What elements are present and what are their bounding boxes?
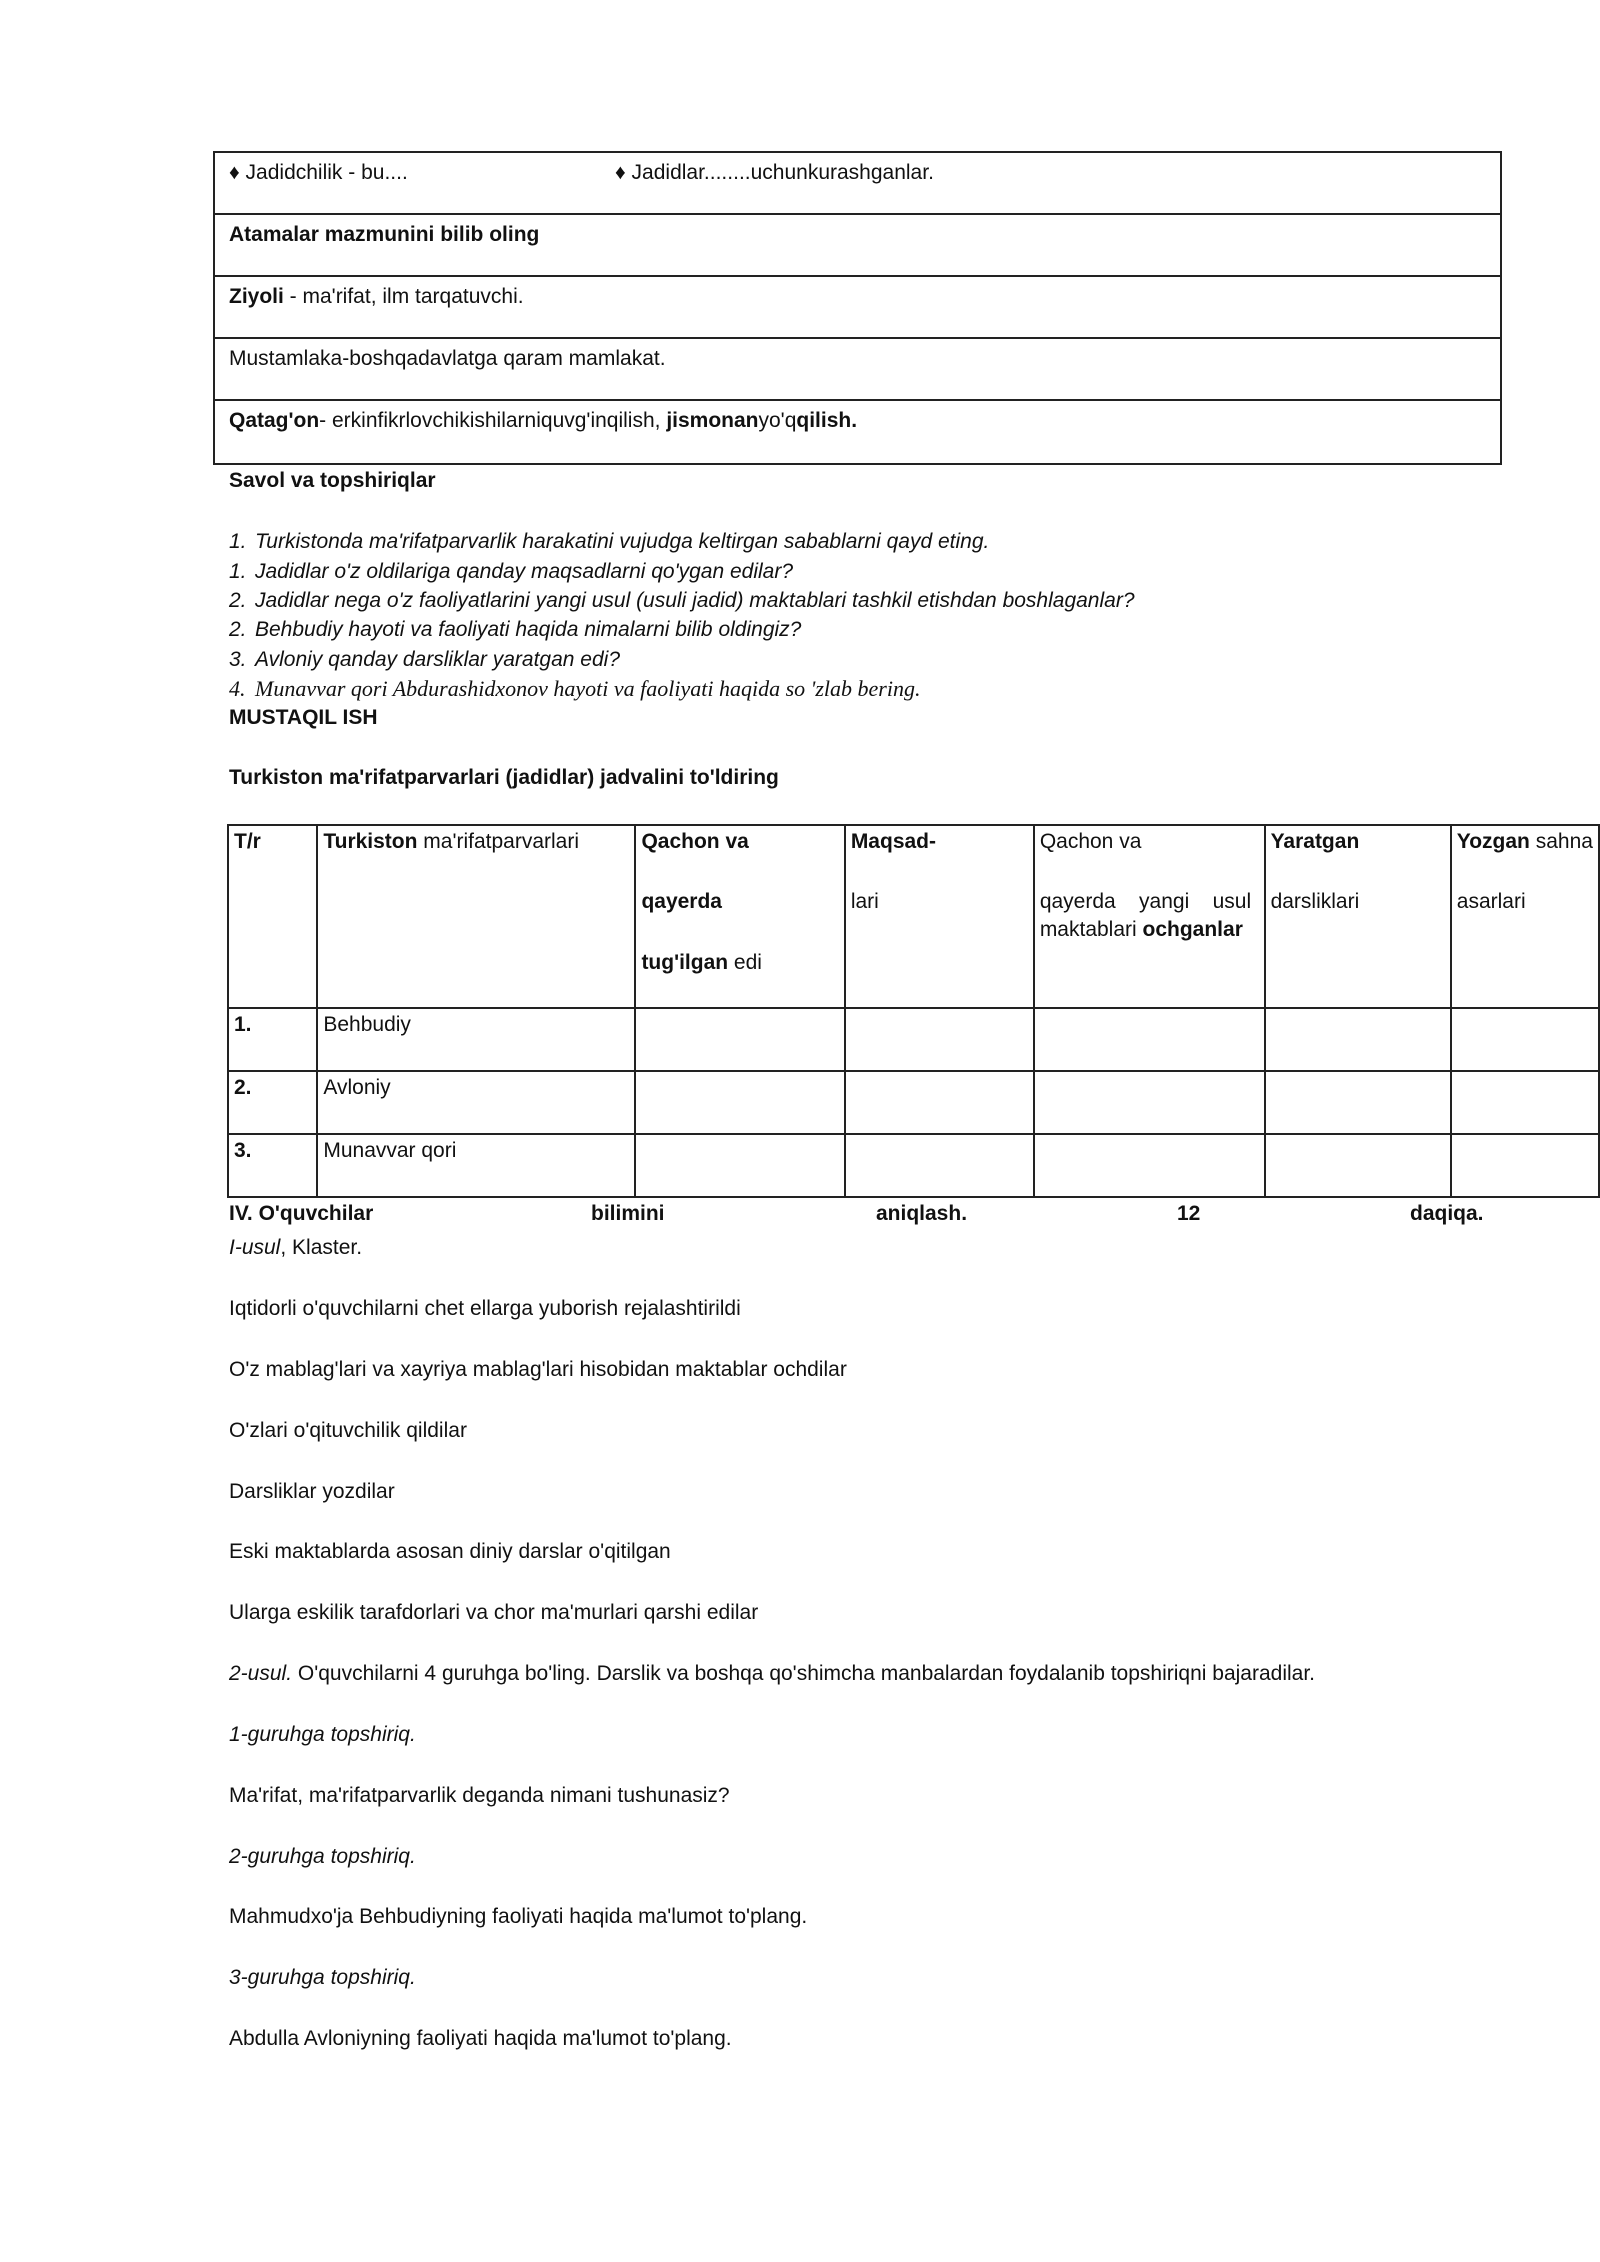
blank-cell[interactable] (1265, 1071, 1451, 1134)
blank-cell[interactable] (635, 1008, 844, 1071)
blank-cell[interactable] (1265, 1134, 1451, 1197)
section-iv-w4: 12 (1177, 1202, 1201, 1225)
jadids-table (227, 824, 1600, 1198)
row-number: 2. (228, 1071, 317, 1134)
table-row (228, 1134, 1599, 1197)
question-item: 1. Jadidlar o'z oldilariga qanday maqsadlarni qo'ygan edilar? (229, 560, 794, 583)
group1-label: 1-guruhga topshiriq. (229, 1723, 416, 1746)
row-name: Behbudiy (317, 1008, 635, 1071)
row-name: Munavvar qori (317, 1134, 635, 1197)
terms-heading: Atamalar mazmunini bilib oling (229, 223, 540, 246)
section-iv-w2: bilimini (591, 1202, 665, 1225)
klaster-item: O'z mablag'lari va xayriya mablag'lari hisobidan maktablar ochdilar (229, 1358, 847, 1381)
section-iv-w3: aniqlash. (876, 1202, 968, 1225)
definitions-row (215, 215, 1500, 277)
blank-cell[interactable] (845, 1008, 1034, 1071)
definitions-row (215, 401, 1500, 463)
table-row (228, 1071, 1599, 1134)
group2-label: 2-guruhga topshiriq. (229, 1845, 416, 1868)
section-iv-w5: daqiqa. (1410, 1202, 1484, 1225)
blank-cell[interactable] (635, 1134, 844, 1197)
blank-cell[interactable] (845, 1134, 1034, 1197)
klaster-item: Ularga eskilik tarafdorlari va chor ma'murlari qarshi edilar (229, 1601, 759, 1624)
row-name: Avloniy (317, 1071, 635, 1134)
blank-cell[interactable] (1034, 1008, 1265, 1071)
row-number: 1. (228, 1008, 317, 1071)
mustaqil-heading: MUSTAQIL ISH (229, 706, 378, 729)
row-number: 3. (228, 1134, 317, 1197)
question-item: 4. Munavvar qori Abdurashidxonov hayoti va faoliyati haqida so 'zlab bering. (229, 676, 921, 701)
blank-cell[interactable] (1451, 1071, 1599, 1134)
group1-task: Ma'rifat, ma'rifatparvarlik deganda nimani tushunasiz? (229, 1784, 730, 1807)
question-item: 2. Behbudiy hayoti va faoliyati haqida nimalarni bilib oldingiz? (229, 618, 802, 641)
klaster-item: Darsliklar yozdilar (229, 1480, 395, 1503)
definitions-row (215, 339, 1500, 401)
klaster-label: I-usul, Klaster. (229, 1236, 363, 1259)
header-cell: Maqsad- lari (845, 825, 1034, 1008)
definitions-row (215, 153, 1500, 215)
blank-cell[interactable] (1451, 1134, 1599, 1197)
term-ziyoli: Ziyoli - ma'rifat, ilm tarqatuvchi. (229, 285, 524, 308)
klaster-item: Eski maktablarda asosan diniy darslar o'qitilgan (229, 1540, 671, 1563)
blank-cell[interactable] (845, 1071, 1034, 1134)
definitions-row (215, 277, 1500, 339)
table-row (228, 1008, 1599, 1071)
table-task-heading: Turkiston ma'rifatparvarlari (jadidlar) jadvalini to'ldiring (229, 766, 779, 789)
klaster-item: O'zlari o'qituvchilik qildilar (229, 1419, 467, 1442)
blank-cell[interactable] (1034, 1134, 1265, 1197)
header-cell: Yozgan sahna asarlari (1451, 825, 1599, 1008)
header-cell: Yaratgan darsliklari (1265, 825, 1451, 1008)
blank-cell[interactable] (1265, 1008, 1451, 1071)
question-item: 1. Turkistonda ma'rifatparvarlik harakatini vujudga keltirgan sabablarni qayd eting. (229, 530, 990, 553)
klaster-item: Iqtidorli o'quvchilarni chet ellarga yuborish rejalashtirildi (229, 1297, 741, 1320)
jadidlar-prompt: ♦ Jadidlar........uchunkurashganlar. (615, 161, 934, 184)
usul2-text: 2-usul. O'quvchilarni 4 guruhga bo'ling. Darslik va boshqa qo'shimcha manbalardan foydalanib topshiriqni bajaradilar. (229, 1662, 1316, 1685)
jadidchilik-prompt: ♦ Jadidchilik - bu.... (229, 161, 408, 184)
blank-cell[interactable] (1034, 1071, 1265, 1134)
group2-task: Mahmudxo'ja Behbudiyning faoliyati haqida ma'lumot to'plang. (229, 1905, 808, 1928)
questions-heading: Savol va topshiriqlar (229, 469, 436, 492)
blank-cell[interactable] (1451, 1008, 1599, 1071)
table-header-row (228, 825, 1599, 1008)
question-item: 3. Avloniy qanday darsliklar yaratgan edi? (229, 648, 620, 671)
header-cell: Qachon va qayerda yangi usul maktablari ochganlar (1034, 825, 1265, 1008)
header-cell: Qachon va qayerda tug'ilgan edi (635, 825, 844, 1008)
question-item: 2. Jadidlar nega o'z faoliyatlarini yangi usul (usuli jadid) maktablari tashkil etishdan boshlaganlar? (229, 589, 1135, 612)
header-cell: T/r (228, 825, 317, 1008)
blank-cell[interactable] (635, 1071, 844, 1134)
group3-label: 3-guruhga topshiriq. (229, 1966, 416, 1989)
section-iv-w1: IV. O'quvchilar (229, 1202, 374, 1225)
term-qatagon: Qatag'on- erkinfikrlovchikishilarniquvg'inqilish, jismonanyo'qqilish. (229, 409, 858, 432)
group3-task: Abdulla Avloniyning faoliyati haqida ma'lumot to'plang. (229, 2027, 732, 2050)
header-cell: Turkiston ma'rifatparvarlari (317, 825, 635, 1008)
term-mustamlaka: Mustamlaka-boshqadavlatga qaram mamlakat. (229, 347, 666, 370)
definitions-table (213, 151, 1502, 465)
